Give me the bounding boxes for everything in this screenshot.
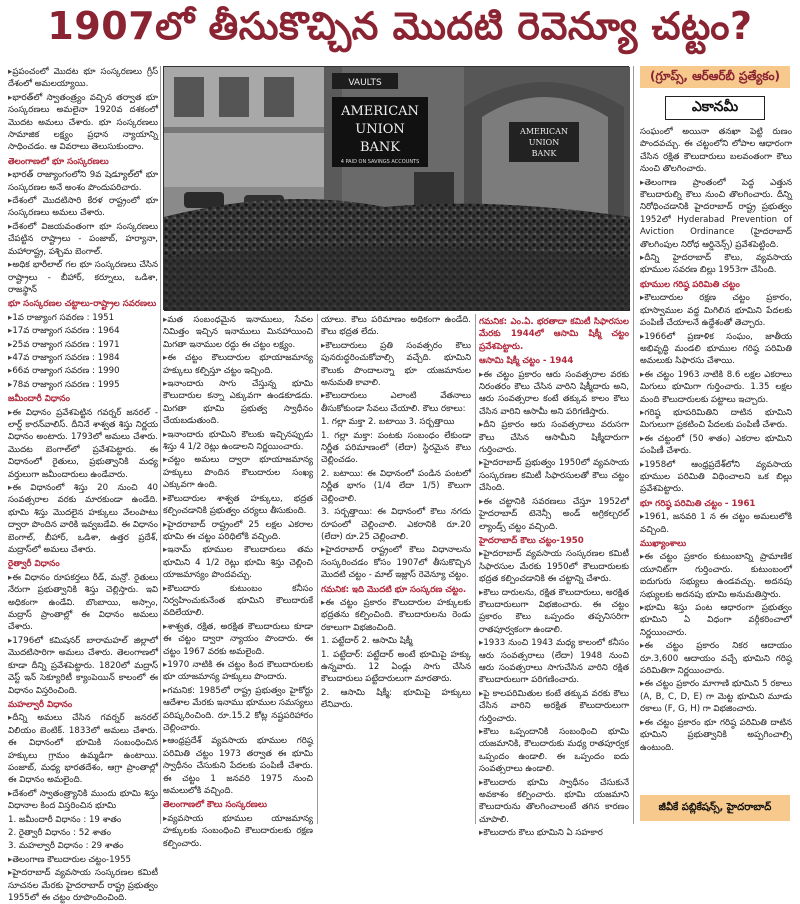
paragraph: ▸ దేశంలో విజయవంతంగా భూ సంస్కరణలు చేపట్టిన రాష్ట్రాలు - పంజాబ్, హర్యానా, మహారాష్ట్ర, పశ్చిమ బెంగాల్.: [8, 221, 158, 258]
paragraph: ▸ 25వ రాజ్యాంగ సవరణ : 1971: [8, 339, 158, 351]
paragraph: ▸ 1966లో ప్రణాళిక సంఘం, జాతీయ అభివృద్ధి మండలి భూముల గరిష్ఠ పరిమితి అమలుకు సిఫారసు చేశాయి.: [640, 331, 792, 368]
paragraph: ▸ ప్రపంచంలో మొదట భూ సంస్కరణలు గ్రీస్ దేశంలో అమలయ్యాయి.: [8, 66, 158, 91]
paragraph: ▸ కౌలుదారు కౌలు భూమిని ఏ సహకార: [479, 827, 629, 839]
paragraph: ▸ ఈ విధానం ప్రవేశపెట్టిన గవర్నర్ జనరల్ - లార్డ్ కారన్‌వాలిస్. దీనినే శాశ్వత శిస్తు నిర్ణయ విధానం అంటారు. 1793లో అమలు చేశారు. మొదట బెంగాల్‌లో ప్రవేశపెట్టారు. ఈ విధానంలో రైతులు, ప్రభుత్వానికి మధ్య వర్తులుగా జమీందారులు ఉండేవారు.: [8, 407, 158, 481]
paragraph: ▸ గరిష్ఠ భూపరిమితిని దాటిన భూమిని మిగులుగా ప్రకటించి పేదలకు పంపిణీ చేశారు.: [640, 407, 792, 432]
paragraph: ▸ ఈ చట్టం కౌలుదారుల భూయాజమాన్య హక్కులు కల్పిస్తూ చట్టం ఇచ్చింది.: [163, 352, 313, 377]
paragraph: ▸ దీని ప్రకారం ఆరు సంవత్సరాలు వరుసగా కౌలు చేసిన ఆసామీని షిక్మీదారుగా గుర్తించారు.: [479, 419, 629, 456]
paragraph: ▸ కౌలుదారులు ప్రతి సంవత్సరం కౌలు పునరుద్ధరించుకోవాల్సి వచ్చేది. భూమిని కౌలుకు పొందాలన్నా భూ యజమానుల అనుమతి కావాలి.: [321, 340, 471, 390]
paragraph: 3. సర్బత్తాయి: ఈ విధానంలో కౌలు నగదు రూపంలో చెల్లించాలి. ఎకరానికి రూ.20 (లేదా) రూ.25 చెల్లించాలి.: [321, 507, 471, 542]
paragraph: 1. గల్లా మక్తా 2. బటాయి 3. సర్బత్తాయి: [321, 417, 455, 428]
paragraph: ▸ కౌలుదారు కుటుంబం కనీసం నిర్వహించుకునేంత భూమిని కౌలుదారుకే వదిలేయాలి.: [163, 583, 313, 620]
paragraph: ▸ కౌలు దారులను, రక్షిత కౌలుదారులు, అరక్షిత కౌలుదారులుగా విభజించారు. ఈ చట్టం ప్రకారం కౌలు ఒప్పందం తప్పనిసరిగా రాతపూర్వకంగా ఉండాలి.: [479, 587, 629, 637]
paragraph: ▸ హైదరాబాద్ రాష్ట్రంలో కౌలు విధానాలను సంస్కరించడం కోసం 1907లో తీసుకొచ్చిన మొదటి చట్టం - మాల్ ఇజ్లాస్ రెవెన్యూ చట్టం.: [321, 544, 471, 581]
paragraph: ▸ తెలంగాణ కౌలుదారుల చట్టం-1955: [8, 854, 158, 866]
paragraph: ▸ చట్టం అమలు ద్వారా భూయాజమాన్య హక్కులు పొందిన కౌలుదారుల సంఖ్య ఎక్కువగా ఉంది.: [163, 454, 313, 491]
paragraph: ▸ ఇనాందారు సాగు చేస్తున్న భూమి కౌలుదారుల కన్నా ఎక్కువగా ఉండకూడదు. మిగతా భూమి ప్రభుత్వ స్వాధీనం చేయబడుతుంది.: [163, 378, 313, 428]
paragraph: ▸ గమనిక: 1985లో రాష్ట్ర ప్రభుత్వం హైకోర్టు ఆదేశాల మేరకు ఇనాము భూముల సమస్యలు పరిష్కరించింది. రూ.15.2 కోట్ల నష్టపరిహారం చెల్లించారు.: [163, 685, 313, 735]
paragraph: ▸ దీన్ని అమలు చేసిన గవర్నర్ జనరల్ విలియం బెంటిక్. 1833లో అమలు చేశారు. ఈ విధానంలో భూమికి సంబంధించిన హక్కులు గ్రామం ఉమ్మడిగా ఉంటాయి. పంజాబ్, మధ్య భారతదేశం, ఆగ్రా ప్రాంతాల్లో ఈ విధానం అమలైంది.: [8, 712, 158, 786]
paragraph: ▸ 66వ రాజ్యాంగ సవరణ : 1990: [8, 365, 158, 377]
paragraph: ▸ శాశ్వత, రక్షిత, అరక్షిత కౌలుదారులు కూడా ఈ చట్టం ద్వారా న్యాయం పొందారు. ఈ చట్టం 1967 వరకు అమలైంది.: [163, 621, 313, 658]
paragraph: 1. గల్లా మక్తా: పంటకు సంబంధం లేకుండా నిర్ణీత పరిమాణంలో (లేదా) స్థిరమైన కౌలు చెల్లించడం.: [321, 430, 471, 466]
article-column-4: [479, 314, 629, 839]
paragraph: ▸ పై కాలపరిమితుల కంటే తక్కువ వరకు కౌలు చేసిన వారిని అరక్షిత కౌలుదారులుగా గుర్తించారు.: [479, 688, 629, 725]
paragraph: యాలు. కౌలు పరిమాణం అధికంగా ఉండేది. కౌలు భద్రత లేదు.: [321, 315, 471, 338]
article-headline: 1907లో తీసుకొచ్చిన మొదటి రెవెన్యూ చట్టం?: [47, 4, 753, 48]
paragraph: ▸ ఈ విధానం రూపకర్తలు రీడ్, మన్రో. రైతులు నేరుగా ప్రభుత్వానికి శిస్తు చెల్లిస్తారు. ఇవి అధికంగా ఉండేవి. బొంబాయి, అస్సాం, మద్రాస్ ప్రాంతాల్లో ఈ విధానం అమలు చేశారు.: [8, 572, 158, 634]
paragraph: ▸ దీన్ని హైదరాబాద్ కౌలు, వ్యవసాయ భూముల సవరణ బిల్లు 1953గా చేసింది.: [640, 252, 792, 277]
paragraph: ▸ భూమి శిస్తు పంట ఆధారంగా ప్రభుత్వం భూమిని ఏ విధంగా వర్గీకరించాలో నిర్ణయించారు.: [640, 602, 792, 639]
paragraph: ▸ కౌలు ఒప్పందానికి సంబంధించి భూమి యజమానికి, కౌలుదారుకు మధ్య రాతపూర్వక ఒప్పందం ఉండాలి. ఈ ఒప్పందం ఐదు సంవత్సరాలు ఉండాలి.: [479, 726, 629, 776]
paragraph: ▸ ఈ చట్టం ప్రకారం నికర ఆదాయం రూ.3,600 ఆదాయం వచ్చే భూమిని గరిష్ఠ పరిమితిగా నిర్ణయించారు.: [640, 640, 792, 677]
paragraph: ▸ ఈ చట్టం ప్రకారం ఆరు సంవత్సరాల వరకు నిరంతరం కౌలు చేసిన వారిని షిక్మీదారు అని, ఆరు సంవత్సరాల కంటే తక్కువ కాలం కౌలు చేసిన వారిని ఆసామీ అని పరిగణిస్తారు.: [479, 369, 629, 419]
paragraph: ▸ అధిక భారీలాల్ గల భూ సంస్కరణలు చేసిన రాష్ట్రాలు - బీహార్, కర్నూలు, ఒడిశా, రాజస్థాన్: [8, 259, 158, 296]
paragraph: ▸ 17వ రాజ్యాంగ సవరణ : 1964: [8, 325, 158, 337]
paragraph: సంఘంలో అయినా తనఖా పెట్టి రుణం పొందవచ్చు. ఈ చట్టంలోని లోపాల ఆధారంగా చేసిన రక్షిత కౌలుదారులు బలవంతంగా కౌలు నుంచి తొలగించారు.: [640, 127, 792, 175]
article-column-3: [321, 314, 471, 824]
paragraph: ▸ దేశంలో స్వాతంత్ర్యానికి ముందు భూమి శిస్తు విధానాల కింద విస్తరించిన భూమి: [8, 788, 158, 813]
column-divider: [633, 66, 634, 824]
paragraph: ▸ ఈ విధానంలో శిస్తు 20 నుంచి 40 సంవత్సరాల వరకు మారకుండా ఉండేది. భూమి శిస్తు మొదలైన హక్కులు వేలంపాటు ద్వారా పొందిన వారికి ఇవ్వబడేవి. ఈ విధానం బెంగాల్, బీహార్, ఒడిశా, ఉత్తర ప్రదేశ్, మద్రాస్‌లో అమలు చేశారు.: [8, 482, 158, 556]
section-heading: గమనిక: ఎం.ఏ. భరతాదా కమిటీ సిఫారసుల మేరకు 1944లో ఆసామి షిక్మీ చట్టం ప్రవేశపెట్టారు.: [479, 317, 629, 352]
bank-sign-line-2: UNION: [355, 122, 405, 137]
paragraph: ▸ ఈ చట్టం ప్రకారం మాగాణి భూమిని 5 రకాలు (A, B, C, D, E) గా మెట్ట భూమిని మూడు రకాలు (F, G, H) గా విభజించారు.: [640, 678, 792, 715]
paragraph: ▸ 1961, జనవరి 1 న ఈ చట్టం అమలులోకి వచ్చింది.: [640, 511, 792, 536]
paragraph: 1. పట్టేదార్: పట్టేదార్ అంటే భూమిపై హక్కు ఉన్నవారు. 12 ఏండ్లు సాగు చేసిన కౌలుదారులు పట్టేదారులుగా మారతారు.: [321, 649, 471, 685]
paragraph: ▸ ఈ చట్టంలో (50 శాతం) ఎకరాల భూమిని పంపిణీ చేశారు.: [640, 433, 792, 458]
paragraph: ▸ కౌలుదారులు ఎలాంటి వేతనాలు తీసుకోకుండా సేవలు చేయాలి. కౌలు రకాలు:: [321, 390, 471, 415]
section-heading: భూముల గరిష్ఠ పరిమితి చట్టం: [640, 279, 740, 290]
paragraph: ▸ ఈ చట్టం 1963 నాటికి 8.6 లక్షల ఎకరాలు మిగులు భూమిగా గుర్తించారు. 1.35 లక్షల మంది కౌలుదారులకు పట్టాలు ఇచ్చారు.: [640, 369, 792, 406]
paragraph: ▸ కౌలుదారుల శాశ్వత హక్కులు, భద్రత కల్పించడానికి ప్రభుత్వం చర్యలు తీసుకుంది.: [163, 493, 313, 518]
paragraph: ▸ 1970 నాటికి ఈ చట్టం కింద కౌలుదారులకు భూ యాజమాన్య హక్కులు పొందారు.: [163, 659, 313, 684]
paragraph: ▸ ఈ చట్టం ప్రకారం కౌలుదారుల హక్కులకు భద్రతను కల్పించింది. కౌలుదారులను రెండు రకాలుగా విభజించింది.: [321, 597, 471, 634]
paragraph: ▸ హైదరాబాద్ వ్యవసాయ సంస్కరణల కమిటీ సూచనల మేరకు హైదరాబాద్ రాష్ట్ర ప్రభుత్వం 1955లో ఈ చట్టం రూపొందించింది.: [8, 867, 158, 904]
paragraph: 2. బటాయి: ఈ విధానంలో పండిన పంటలో నిర్ణీత భాగం (1/4 లేదా 1/5) కౌలుగా చెల్లించాలి.: [321, 468, 471, 504]
article-column-1: [8, 66, 158, 903]
category-badge: (గ్రూప్స్, ఆర్‌ఆర్‌బీ ప్రత్యేకం): [640, 66, 790, 88]
paragraph: ▸ మత సంబంధమైన ఇనాములు, సేవల నిమిత్తం ఇచ్చిన ఇనాములు మినహాయించి మిగతా ఇనాముల రద్దు ఈ చట్టం లక్ష్యం.: [163, 314, 313, 351]
paragraph: ▸ 47వ రాజ్యాంగ సవరణ : 1984: [8, 352, 158, 364]
section-label: ఎకానమీ: [665, 96, 765, 120]
paragraph: ▸ కౌలుదారు భూమి స్వాధీనం చేసుకునే అవకాశం కల్పించారు. భూమి యజమాని కౌలుదారును తొలగించాలంటే తగిన కారణం చూపాలి.: [479, 777, 629, 827]
address-plate: 4 PAID ON SAVINGS ACCOUNTS: [340, 159, 420, 165]
paragraph: ▸ 1796లో కమిషనర్ బారామహల్ జిల్లాలో మొదటిసారిగా అమలు చేశారు. తెలంగాణలో కూడా దీన్ని ప్రవేశపెట్టారు. 1820లో మద్రాస్ వెస్ట్ ఇన్ సెక్యూరిటీ క్యాంపెయిన్ కాలంలో ఈ విధానం విస్తరించింది.: [8, 635, 158, 697]
paragraph: ▸ 78వ రాజ్యాంగ సవరణ : 1995: [8, 379, 158, 391]
section-heading: ఆసామి షిక్మీ చట్టం - 1944: [479, 356, 574, 367]
paragraph: ▸ వ్యవసాయ భూముల యాజమాన్య హక్కులకు సంబంధించి కౌలుదారులకు రక్షణ కల్పించారు.: [163, 813, 313, 850]
paragraph: ▸ హైదరాబాద్ ప్రభుత్వం 1950లో వ్యవసాయ సంస్కరణల కమిటీ సిఫారసులతో కౌలు చట్టం చేసింది.: [479, 457, 629, 494]
paragraph: ▸ ఈ చట్టం ప్రకారం భూ గరిష్ఠ పరిమితి దాటిన భూమిని ప్రభుత్వానికి అప్పగించాల్సి ఉంటుంది.: [640, 717, 792, 754]
paragraph: 2. రైత్వారీ విధానం : 52 శాతం: [8, 827, 112, 838]
section-heading: తెలంగాణలో కౌలు సంస్కరణలు: [163, 800, 267, 811]
paragraph: 2. ఆసామి షిక్మీ: భూమిపై హక్కులు లేనివారు.: [321, 687, 471, 711]
paragraph: 1. జమీందారీ విధానం : 19 శాతం: [8, 814, 122, 825]
paragraph: ▸ 1933 నుంచి 1943 మధ్య కాలంలో కనీసం ఆరు సంవత్సరాలు (లేదా) 1948 నుంచి ఆరు సంవత్సరాలు సాగుచేసిన వారిని రక్షిత కౌలుదారులుగా పరిగణించారు.: [479, 637, 629, 687]
paragraph: ▸ హైదరాబాద్ వ్యవసాయ సంస్కరణల కమిటీ సిఫారసుల మేరకు 1950లో కౌలుదారులకు భద్రత కల్పించడానికి ఈ చట్టాన్ని చేశారు.: [479, 548, 629, 585]
article-column-2: [163, 314, 313, 849]
bank-sign-line-3: BANK: [359, 140, 401, 155]
paragraph: ▸ 1వ రాజ్యాంగ సవరణ : 1951: [8, 312, 158, 324]
paragraph: ▸ దేశంలో మొదటిసారి కేరళ రాష్ట్రంలో భూ సంస్కరణలు అమలు చేశారు.: [8, 195, 158, 220]
paragraph: ▸ ఈ చట్టానికి సవరణలు చేస్తూ 1952లో హైదరాబాద్ టెనెన్సీ అండ్ అగ్రికల్చరల్ ల్యాండ్స్ చట్టం వచ్చింది.: [479, 496, 629, 533]
column-divider: [475, 314, 476, 824]
article-column-5: [640, 126, 792, 792]
paragraph: ▸ ఈ చట్టం ప్రకారం కుటుంబాన్ని ప్రామాణిక యూనిట్‌గా గుర్తించారు. కుటుంబంలో ఐదుగురు సభ్యులు ఉండవచ్చు. అదనపు సభ్యులకు అదనపు భూమి అనుమతిస్తారు.: [640, 551, 792, 601]
paragraph: ▸ తెలంగాణ ప్రాంతంలో పెద్ద ఎత్తున కౌలుదారుల్ని కౌలు నుంచి తొలగించారు. దీన్ని నిరోధించడానికి హైదరాబాద్ రాష్ట్ర ప్రభుత్వం 1952లో Hyderabad Prevention of Aviction Ordinance (హైదరాబాద్ తొలగింపుల నిరోధ ఆర్డినెన్స్) ప్రవేశపెట్టింది.: [640, 177, 792, 251]
section-heading: జమీందారీ విధానం: [8, 394, 70, 405]
section-heading: భూ గరిష్ఠ పరిమితి చట్టం - 1961: [640, 498, 756, 509]
paragraph: ▸ 1958లో ఆంధ్రప్రదేశ్‌లోని వ్యవసాయ భూముల పరిమితి విధించాలని ఒక బిల్లు ప్రవేశపెట్టారు.: [640, 459, 792, 496]
publisher-byline: జీవీకే పబ్లికేషన్స్, హైదరాబాద్: [640, 795, 790, 821]
paragraph: 1. పట్టేదార్ 2. ఆసామి షిక్మీ: [321, 636, 413, 647]
column-divider: [160, 66, 161, 824]
section-heading: హైదరాబాద్ కౌలు చట్టం-1950: [479, 535, 584, 546]
column-divider: [317, 314, 318, 824]
paragraph: ▸ ఇనామ్ భూముల కౌలుదారులు తమ భూమిని 4 1/2 రెట్లు భూమి శిస్తు చెల్లించి యాజమాన్యం పొందవచ్చు.: [163, 544, 313, 581]
section-heading: ముఖ్యాంశాలు: [640, 539, 687, 549]
paragraph: ▸ హైదరాబాద్ రాష్ట్రంలో 25 లక్షల ఎకరాల భూమి ఈ చట్టం పరిధిలోకి వచ్చింది.: [163, 519, 313, 544]
section-heading: రైత్వారీ విధానం: [8, 559, 60, 570]
paragraph: ▸ కౌలుదారుల రక్షణ చట్టం ప్రకారం, భూస్వాముల వద్ద మిగిలిన భూమిని పేదలకు పంపిణీ చేయాలనే ఉద్దేశంతో తెచ్చారు.: [640, 292, 792, 329]
bank-sign-line-1: AMERICAN: [341, 104, 419, 119]
section-heading: భూ సంస్కరణల చట్టాలు-రాష్ట్రాల సవరణలు: [8, 299, 157, 310]
paragraph: ▸ ఇనాందారు భూమిని కౌలుకు ఇచ్చినప్పుడు శిస్తు 4 1/2 రెట్లు ఉండాలని నిర్ణయించారు.: [163, 429, 313, 454]
paragraph: ▸ ఆంధ్రప్రదేశ్ వ్యవసాయ భూముల గరిష్ఠ పరిమితి చట్టం 1973 తర్వాత ఈ భూమి స్వాధీనం చేసుకుని పేదలకు పంపిణీ చేశారు. ఈ చట్టం 1 జనవరి 1975 నుంచి అమలులోకి వచ్చింది.: [163, 735, 313, 797]
arch-sign-line-1: AMERICAN: [520, 127, 568, 136]
arch-sign-line-3: BANK: [531, 149, 557, 158]
bank-crowd-photo: [163, 66, 629, 310]
paragraph: 3. మహల్వారీ విధానం : 29 శాతం: [8, 841, 124, 852]
section-heading: తెలంగాణలో భూ సంస్కరణలు: [8, 156, 109, 167]
section-heading: గమనిక: ఇది మొదటి భూ సంస్కరణ చట్టం.: [321, 584, 467, 595]
paragraph: ▸ భారత్‌లో స్వాతంత్ర్యం వచ్చిన తర్వాత భూ సంస్కరణలు అమలైనా 1920వ దశకంలో మొదట అమలు చేశారు. భూ సంస్కరణలు సామాజిక లక్ష్యం ప్రధాన న్యాయాన్ని సాధించడం. ఆ వివరాలు తెలుసుకుందాం.: [8, 92, 158, 154]
vaults-sign: VAULTS: [348, 78, 382, 88]
arch-sign-line-2: UNION: [528, 138, 560, 147]
paragraph: ▸ భారత్ రాజ్యాంగంలోని 9వ షెడ్యూల్‌లో భూ సంస్కరణల అనే అంశం పొందుపరిచారు.: [8, 169, 158, 194]
section-heading: మహల్వారీ విధానం: [8, 699, 73, 710]
